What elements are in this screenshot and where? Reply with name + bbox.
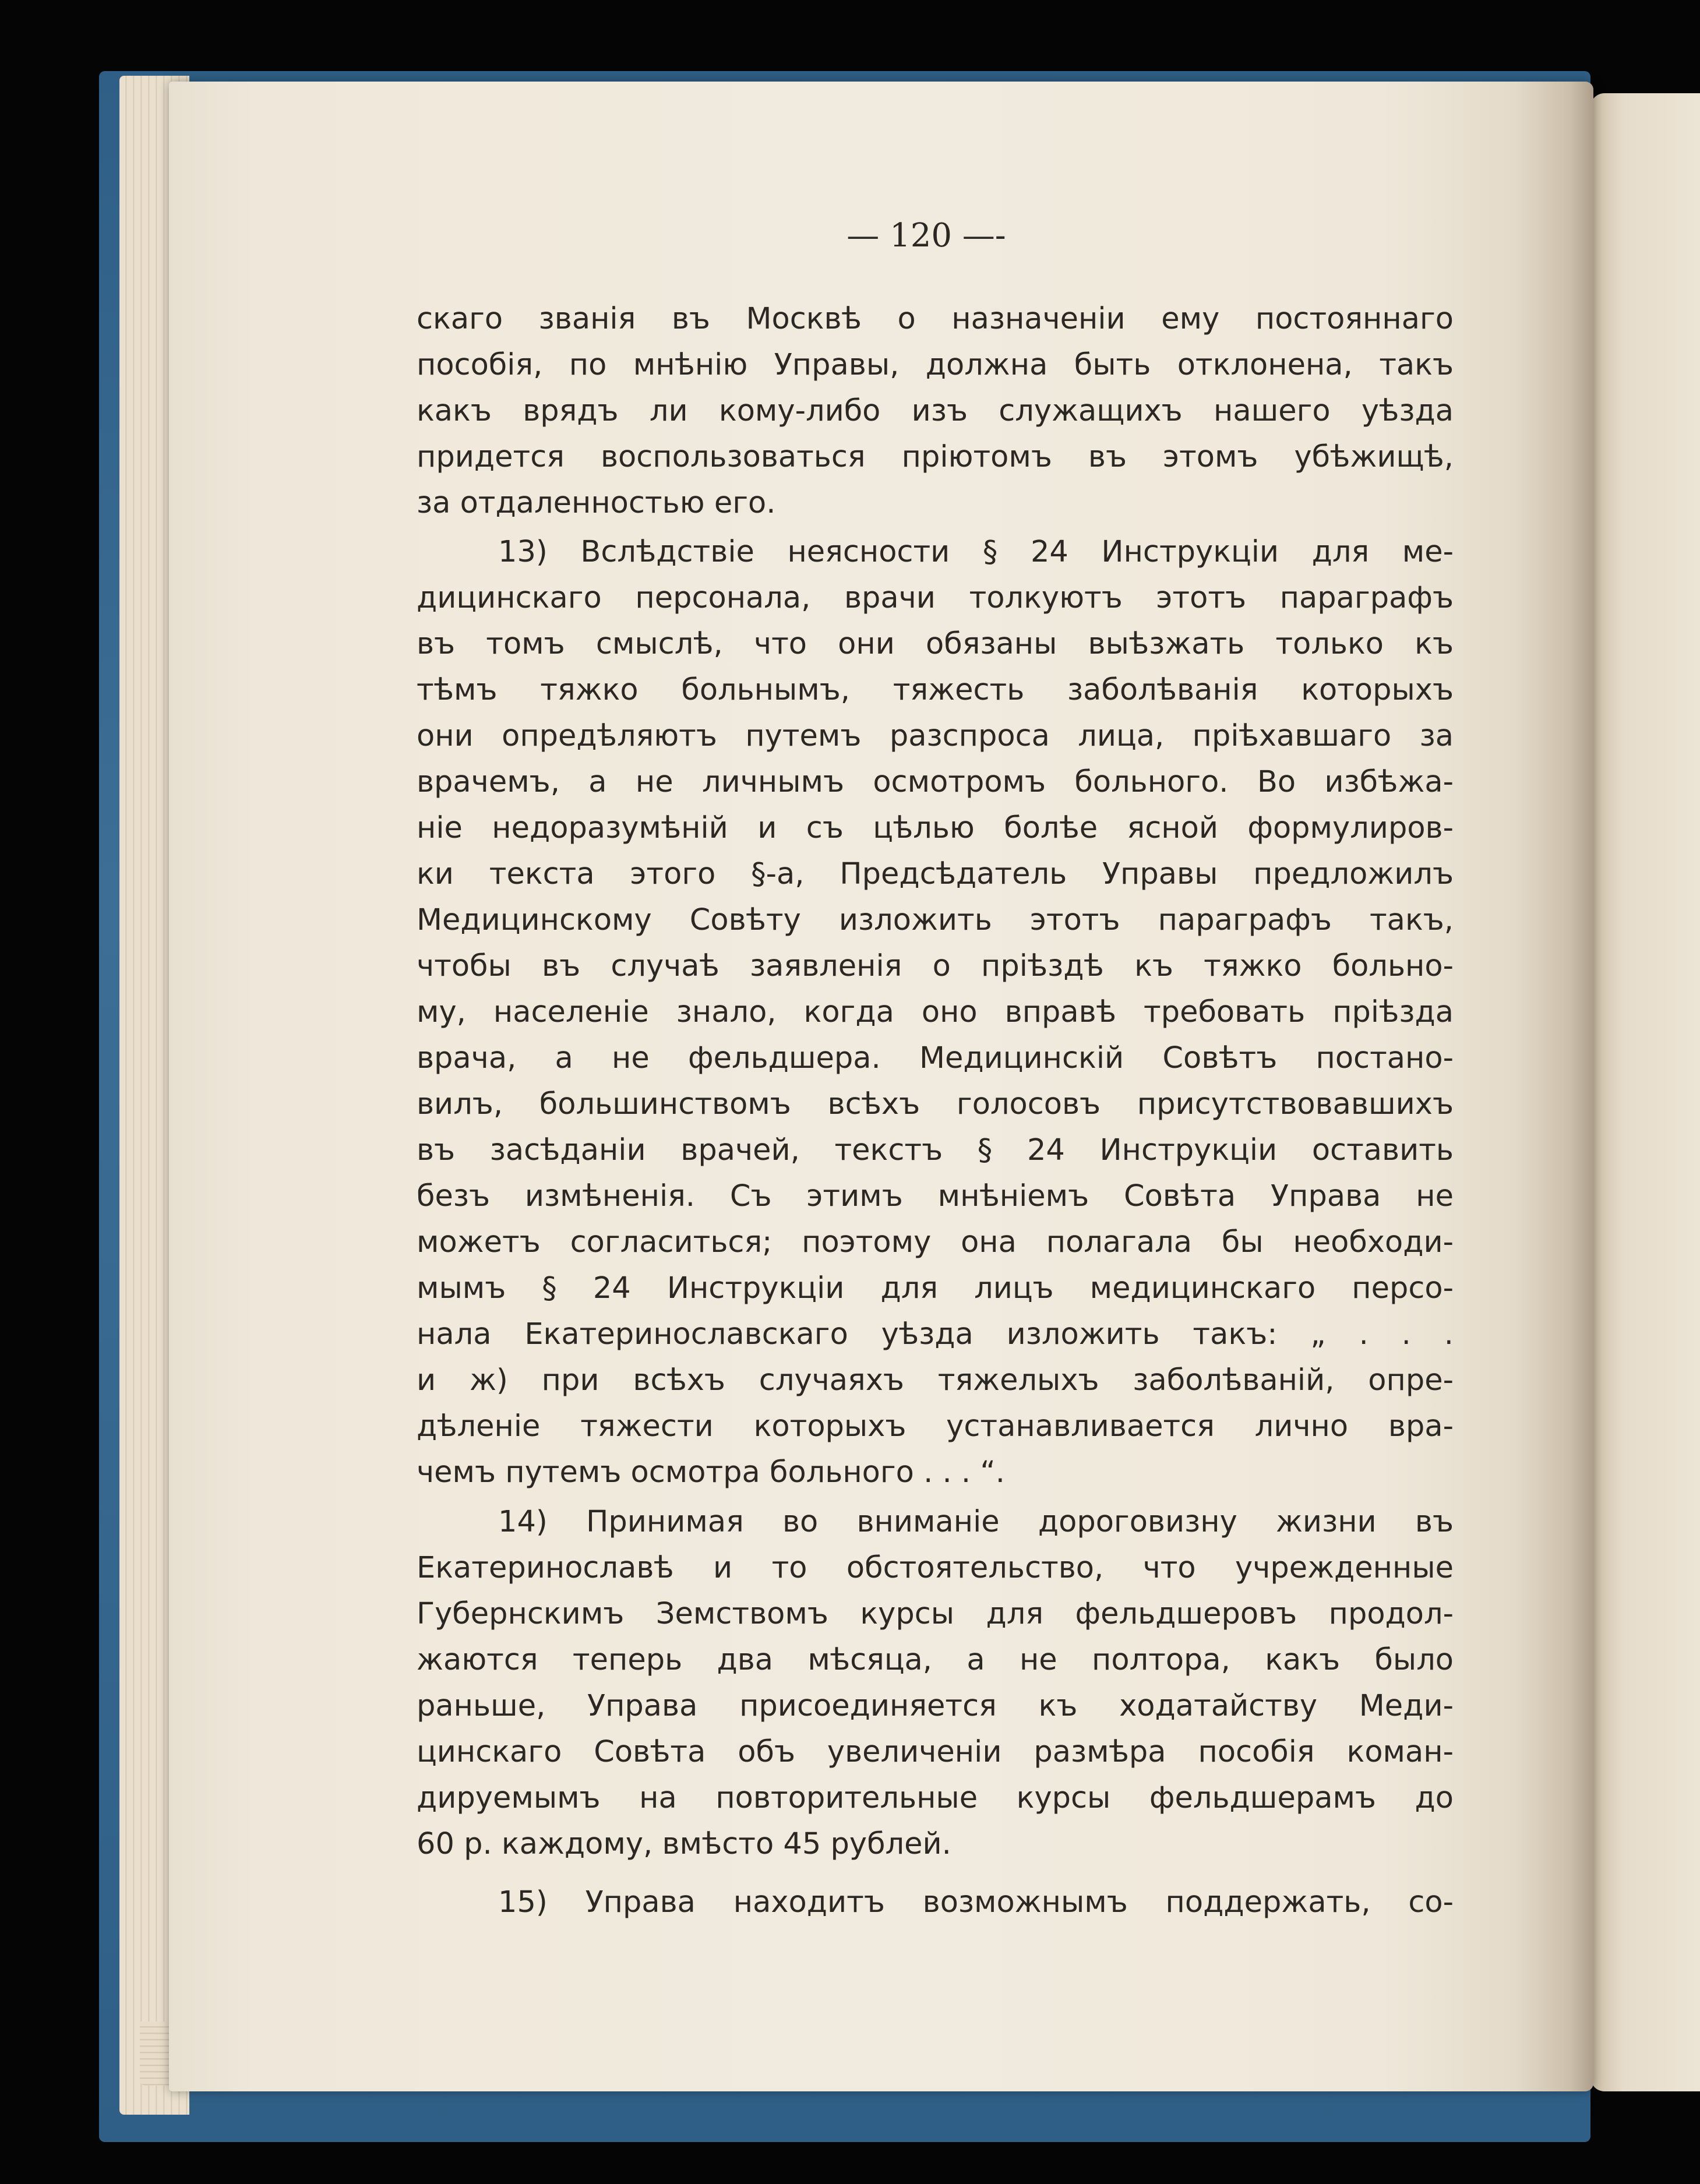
text-line: нала Екатеринославскаго уѣзда изложить такъ: „ . . . (417, 1317, 1454, 1352)
text-line: жаются теперь два мѣсяца, а не полтора, какъ было (417, 1643, 1454, 1677)
text-line: цинскаго Совѣта объ увеличеніи размѣра пособія коман- (417, 1735, 1454, 1769)
text-line: Медицинскому Совѣту изложить этотъ параграфъ такъ, (417, 903, 1454, 937)
paragraph-13-start: 13) Вслѣдствіе неясности § 24 Инструкціи для ме- (498, 535, 1454, 569)
text-line: въ засѣданіи врачей, текстъ § 24 Инструкціи оставить (417, 1133, 1454, 1167)
text-line: за отдаленностью его. (417, 486, 776, 520)
text-line: и ж) при всѣхъ случаяхъ тяжелыхъ заболѣваній, опре- (417, 1363, 1454, 1398)
text-line: дицинскаго персонала, врачи толкуютъ этотъ параграфъ (417, 581, 1454, 615)
text-line: раньше, Управа присоединяется къ ходатайству Меди- (417, 1689, 1454, 1723)
text-line: безъ измѣненія. Съ этимъ мнѣніемъ Совѣта Управа не (417, 1179, 1454, 1213)
text-line: скаго званія въ Москвѣ о назначеніи ему постояннаго (417, 302, 1454, 336)
text-line: Губернскимъ Земствомъ курсы для фельдшеровъ продол- (417, 1597, 1454, 1631)
text-line: ніе недоразумѣній и съ цѣлью болѣе ясной формулиров- (417, 811, 1454, 845)
next-page-edge (1590, 93, 1700, 2091)
text-line: чтобы въ случаѣ заявленія о пріѣздѣ къ тяжко больно- (417, 949, 1454, 983)
text-line: ки текста этого §-а, Предсѣдатель Управы предложилъ (417, 857, 1454, 891)
text-line: врача, а не фельдшера. Медицинскій Совѣтъ постано- (417, 1041, 1454, 1075)
text-line: вилъ, большинствомъ всѣхъ голосовъ присутствовавшихъ (417, 1087, 1454, 1121)
text-line: мымъ § 24 Инструкціи для лицъ медицинскаго персо- (417, 1271, 1454, 1306)
text-line: они опредѣляютъ путемъ разспроса лица, пріѣхавшаго за (417, 719, 1454, 753)
text-line: Екатеринославѣ и то обстоятельство, что учрежденные (417, 1551, 1454, 1585)
text-line: пособія, по мнѣнію Управы, должна быть отклонена, такъ (417, 348, 1454, 382)
text-line: въ томъ смыслѣ, что они обязаны выѣзжать только къ (417, 627, 1454, 661)
text-line: можетъ согласиться; поэтому она полагала бы необходи- (417, 1225, 1454, 1259)
text-line: дируемымъ на повторительные курсы фельдшерамъ до (417, 1781, 1454, 1815)
paragraph-14-start: 14) Принимая во вниманіе дороговизну жизни въ (498, 1505, 1454, 1539)
page-curl-shadow (1515, 82, 1593, 2091)
text-line: дѣленіе тяжести которыхъ устанавливается лично вра- (417, 1409, 1454, 1444)
text-line: врачемъ, а не личнымъ осмотромъ больного. Во избѣжа- (417, 765, 1454, 799)
page-number: — 120 —- (847, 217, 1006, 255)
text-line: какъ врядъ ли кому-либо изъ служащихъ нашего уѣзда (417, 394, 1454, 428)
text-line: 60 р. каждому, вмѣсто 45 рублей. (417, 1827, 951, 1861)
text-line: чемъ путемъ осмотра больного . . . “. (417, 1455, 1005, 1490)
text-line: му, населеніе знало, когда оно вправѣ требовать пріѣзда (417, 995, 1454, 1029)
paragraph-15-start: 15) Управа находитъ возможнымъ поддержать, со- (498, 1885, 1454, 1920)
text-line: придется воспользоваться пріютомъ въ этомъ убѣжищѣ, (417, 440, 1454, 474)
text-line: тѣмъ тяжко больнымъ, тяжесть заболѣванія которыхъ (417, 673, 1454, 707)
